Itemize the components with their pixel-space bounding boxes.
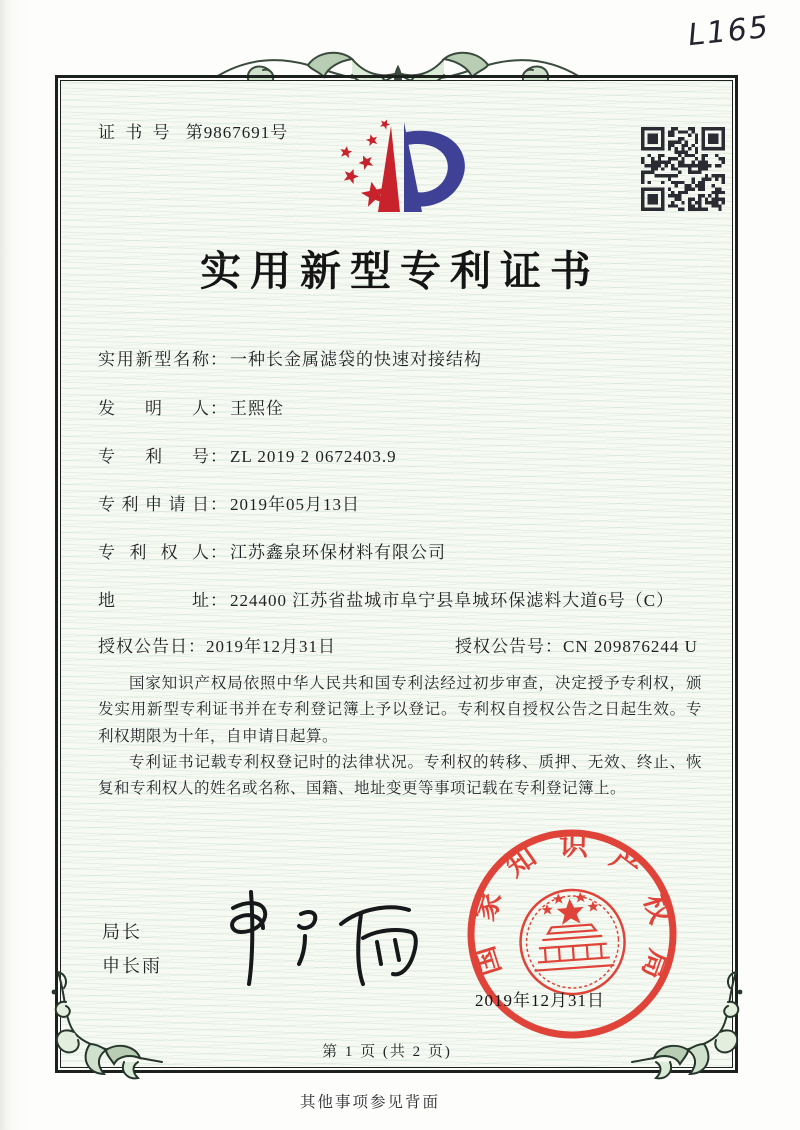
field-colon: ： — [210, 543, 228, 562]
field-colon: ： — [210, 495, 228, 514]
field-row-patent-number — [98, 442, 397, 467]
field-value: 一种长金属滤袋的快速对接结构 — [230, 350, 482, 369]
field-colon: ： — [545, 637, 563, 656]
certificate-number-value: 第9867691号 — [185, 123, 289, 142]
field-colon: ： — [210, 350, 228, 369]
page-number: 第 1 页 (共 2 页) — [322, 1044, 452, 1060]
grant-row — [98, 632, 698, 657]
field-value: 2019年05月13日 — [230, 495, 360, 514]
commissioner-signature — [205, 880, 435, 995]
issuer-name: 申长雨 — [102, 956, 162, 976]
field-label: 专利申请日 — [98, 495, 210, 514]
field-row-inventor — [98, 394, 284, 419]
seal-date: 2019年12月31日 — [475, 991, 605, 1010]
field-row-invention-name — [98, 345, 482, 370]
grant-date-label: 授权公告日 — [98, 637, 188, 656]
field-row-filing-date — [98, 490, 360, 515]
bottom-left-corner-ornament-icon — [44, 966, 166, 1084]
field-colon: ： — [210, 591, 228, 610]
field-value: 王熙佺 — [230, 399, 284, 418]
grant-number-value: CN 209876244 U — [563, 637, 698, 656]
handwritten-note: L165 — [686, 9, 772, 54]
field-value: ZL 2019 2 0672403.9 — [230, 447, 397, 466]
field-value: 江苏鑫泉环保材料有限公司 — [230, 543, 446, 562]
issuer-title: 局长 — [102, 922, 142, 942]
field-value: 224400 江苏省盐城市阜宁县阜城环保滤料大道6号（C） — [230, 591, 675, 610]
field-label: 专利权人 — [98, 543, 210, 562]
grant-number-label: 授权公告号 — [455, 637, 545, 656]
legal-text — [98, 671, 702, 802]
certificate-number-label: 证 书 号 — [98, 123, 173, 142]
legal-paragraph-1: 国家知识产权局依照中华人民共和国专利法经过初步审查，决定授予专利权，颁发实用新型专利证书并在专利登记簿上予以登记。专利权自授权公告之日起生效。专利权期限为十年，自申请日起算。 — [98, 675, 702, 745]
field-colon: ： — [210, 399, 228, 418]
field-row-address — [98, 586, 674, 611]
cnipa-patent-logo-icon — [328, 110, 468, 228]
legal-paragraph-2: 专利证书记载专利权登记时的法律状况。专利权的转移、质押、无效、终止、恢复和专利权人的姓名或名称、国籍、地址变更等事项记载在专利登记簿上。 — [98, 753, 702, 798]
certificate-number-line — [98, 118, 288, 143]
field-row-patentee — [98, 538, 446, 563]
field-label: 发明人 — [98, 399, 210, 418]
qr-code — [641, 127, 725, 211]
field-colon: ： — [210, 447, 228, 466]
back-side-note: 其他事项参见背面 — [299, 1094, 440, 1111]
grant-date-value: 2019年12月31日 — [206, 637, 336, 656]
field-colon: ： — [188, 637, 206, 656]
field-label: 地址 — [98, 591, 210, 610]
certificate-title: 实用新型专利证书 — [200, 248, 600, 294]
cnipa-official-seal — [458, 820, 686, 1048]
field-label: 实用新型名称 — [98, 350, 210, 369]
field-label: 专利号 — [98, 447, 210, 466]
seal-text: 国家知识产权局 — [468, 829, 677, 984]
